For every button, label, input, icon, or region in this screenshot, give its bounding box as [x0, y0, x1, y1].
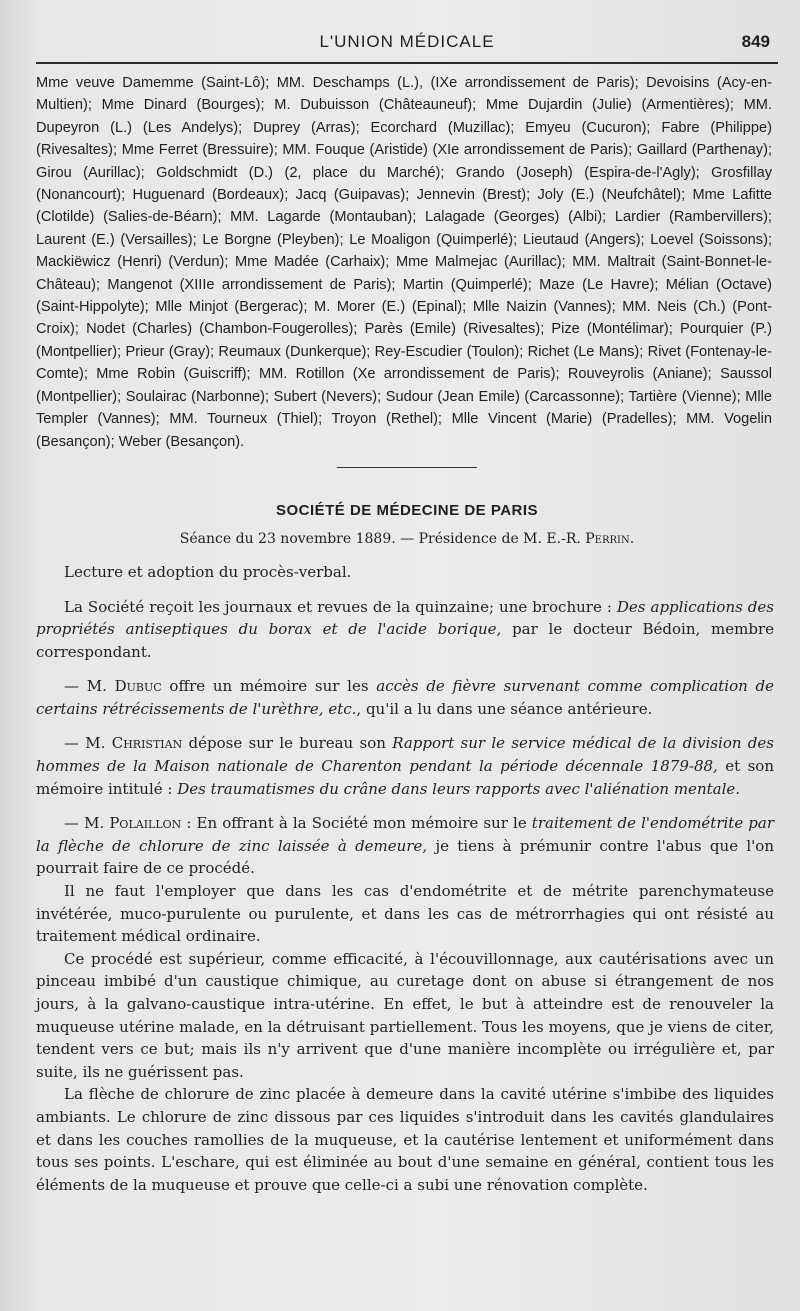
dubuc-text-1: offre un mémoire sur les [161, 677, 377, 696]
arrow-paragraph: La flèche de chlorure de zinc placée à demeure dans la cavité utérine s'imbibe des liquides ambiants. Le chlorure de zinc dissous par ces liquides s'introduit dans les cavités glandulaires et dans les couches ramollies de la muqueuse, et la cautérise lentement et uniformément dans tous ses points. L'eschare, qui est éliminée au bout d'une semaine en général, contient tous les éléments de la muqueuse et prouve que celle-ci a subi une rénovation complète. [36, 1085, 774, 1194]
header-rule [36, 62, 778, 64]
lecture-paragraph: Lecture et adoption du procès-verbal. [64, 562, 352, 581]
superiority-paragraph: Ce procédé est supérieur, comme efficacité, à l'écouvillonnage, aux cautérisations avec un pinceau imbibé d'un caustique chimique, au curetage dont on abuse si étrangement de nos jours, à la galvano-caustique intra-utérine. En effet, le but à atteindre est de renouveler la muqueuse utérine malade, en la détruisant partiellement. Tous les moyens, que je viens de citer, tendent vers ce but; mais ils n'y arrivent que d'une manière incomplète ou irrégulière et, par suite, ils ne guérissent pas. [36, 949, 774, 1081]
christian-memoir-title: Des traumatismes du crâne dans leurs rapports avec l'aliénation mentale. [177, 779, 741, 798]
dubuc-name: Dubuc [114, 677, 162, 696]
dubuc-text-2: , qu'il a lu dans une séance antérieure. [356, 699, 653, 718]
polaillon-name: Polaillon [109, 814, 182, 833]
polaillon-prefix: — M. [64, 814, 110, 833]
polaillon-memoir-title: traitement de l'endométrite par la flèche de chlorure de zinc laissée à demeure, [36, 814, 775, 855]
christian-name: Christian [111, 734, 183, 753]
christian-text-1: dépose sur le bureau son [182, 734, 393, 753]
society-heading: SOCIÉTÉ DE MÉDECINE DE PARIS [275, 501, 539, 519]
polaillon-paragraph [36, 812, 774, 880]
christian-prefix: — M. [64, 734, 112, 753]
session-line [36, 531, 778, 547]
correspondence-text-2: par le docteur Bédoin, membre correspondant. [36, 620, 775, 661]
section-divider [337, 467, 477, 468]
running-header [36, 32, 778, 62]
dubuc-memoir-title: accès de fièvre survenant comme complication de certains rétrécissements de l'urèthre, etc. [36, 677, 775, 718]
names-paragraph: Mme veuve Damemme (Saint-Lô); MM. Deschamps (L.), (IXe arrondissement de Paris); Devoisins (Acy-en-Multien); Mme Dinard (Bourges); M. Dubuisson (Châteauneuf); Mme Dujardin (Julie) (Armentières); MM. Dupeyron (L.) (Les Andelys); Duprey (Arras); Ecorchard (Muzillac); Emyeu (Cucuron); Fabre (Philippe) (Rivesaltes); Mme Ferret (Bressuire); MM. Fouque (Aristide) (XIe arrondissement de Paris); Gaillard (Parthenay); Girou (Aurillac); Goldschmidt (D.) (2, place du Marché); Grando (Joseph) (Espira-de-l'Agly); Grosfillay (Nonancourt); Huguenard (Bordeaux); Jacq (Guipavas); Jennevin (Brest); Joly (E.) (Neufchâtel); Mme Lafitte (Clotilde) (Salies-de-Béarn); MM. Lagarde (Montauban); Lalagade (Georges) (Albi); Lardier (Rambervillers); Laurent (E.) (Versailles); Le Borgne (Pleyben); Le Moaligon (Quimperlé); Lieutaud (Angers); Loevel (Soissons); Mackiëwicz (Henri) (Verdun); Mme Madée (Carhaix); Mme Malmejac (Aurillac); MM. Maltrait (Saint-Bonnet-le-Château); Mangenot (XIIIe arrondissement de Paris); Martin (Quimperlé); Maze (Le Havre); Mélian (Octave) (Saint-Hippolyte); Mlle Minjot (Bergerac); M. Morer (E.) (Epinal); Mlle Naizin (Vannes); MM. Neis (Ch.) (Pont-Croix); Nodet (Charles) (Chambon-Fougerolles); Parès (Emile) (Rivesaltes); Pize (Montélimar); Pourquier (P.) (Montpellier); Prieur (Gray); Reumaux (Dunkerque); Rey-Escudier (Toulon); Richet (Le Mans); Rivet (Fontenay-le-Comte); Mme Robin (Guiscriff); MM. Rotillon (Xe arrondissement de Paris); Rouveyrolis (Aniane); Saussol (Montpellier); Soulairac (Narbonne); Subert (Nevers); Sudour (Jean Emile) (Carcassonne); Tartière (Vienne); Mlle Templer (Vannes); MM. Tourneux (Thiel); Troyon (Rethel); Mlle Vincent (Marie) (Pradelles); MM. Vogelin (Besançon); Weber (Besançon). [36, 75, 772, 450]
christian-report-title: Rapport sur le service médical de la division des hommes de la Maison nationale de Charenton pendant la période décennale 1879-88, [36, 734, 774, 776]
president-name: Perrin. [585, 530, 635, 547]
session-date: Séance du 23 novembre 1889. — Présidence de M. E.-R. [179, 530, 586, 547]
correspondence-text-1: La Société reçoit les journaux et revues de la quinzaine; une brochure : [64, 597, 617, 616]
dubuc-prefix: — M. [64, 677, 115, 696]
christian-text-2: et son mémoire intitulé : [36, 757, 774, 798]
indication-paragraph: Il ne faut l'employer que dans les cas d'endométrite et de métrite parenchymateuse invétérée, muco-purulente ou purulente, et dans les cas de métrorrhagies qui ont résisté au traitement médical ordinaire. [36, 882, 774, 946]
polaillon-text-2: je tiens à prémunir contre l'abus que l'on pourrait faire de ce procédé. [36, 836, 774, 878]
page-number: 849 [741, 32, 770, 51]
christian-paragraph [36, 732, 774, 800]
minutes-body [36, 561, 774, 1196]
polaillon-text-1: : En offrant à la Société mon mémoire sur le [181, 814, 532, 833]
brochure-title: Des applications des propriétés antiseptiques du borax et de l'acide borique, [36, 597, 774, 639]
dubuc-paragraph [36, 675, 774, 720]
journal-title: L'UNION MÉDICALE [319, 32, 495, 51]
correspondence-paragraph [36, 596, 774, 664]
